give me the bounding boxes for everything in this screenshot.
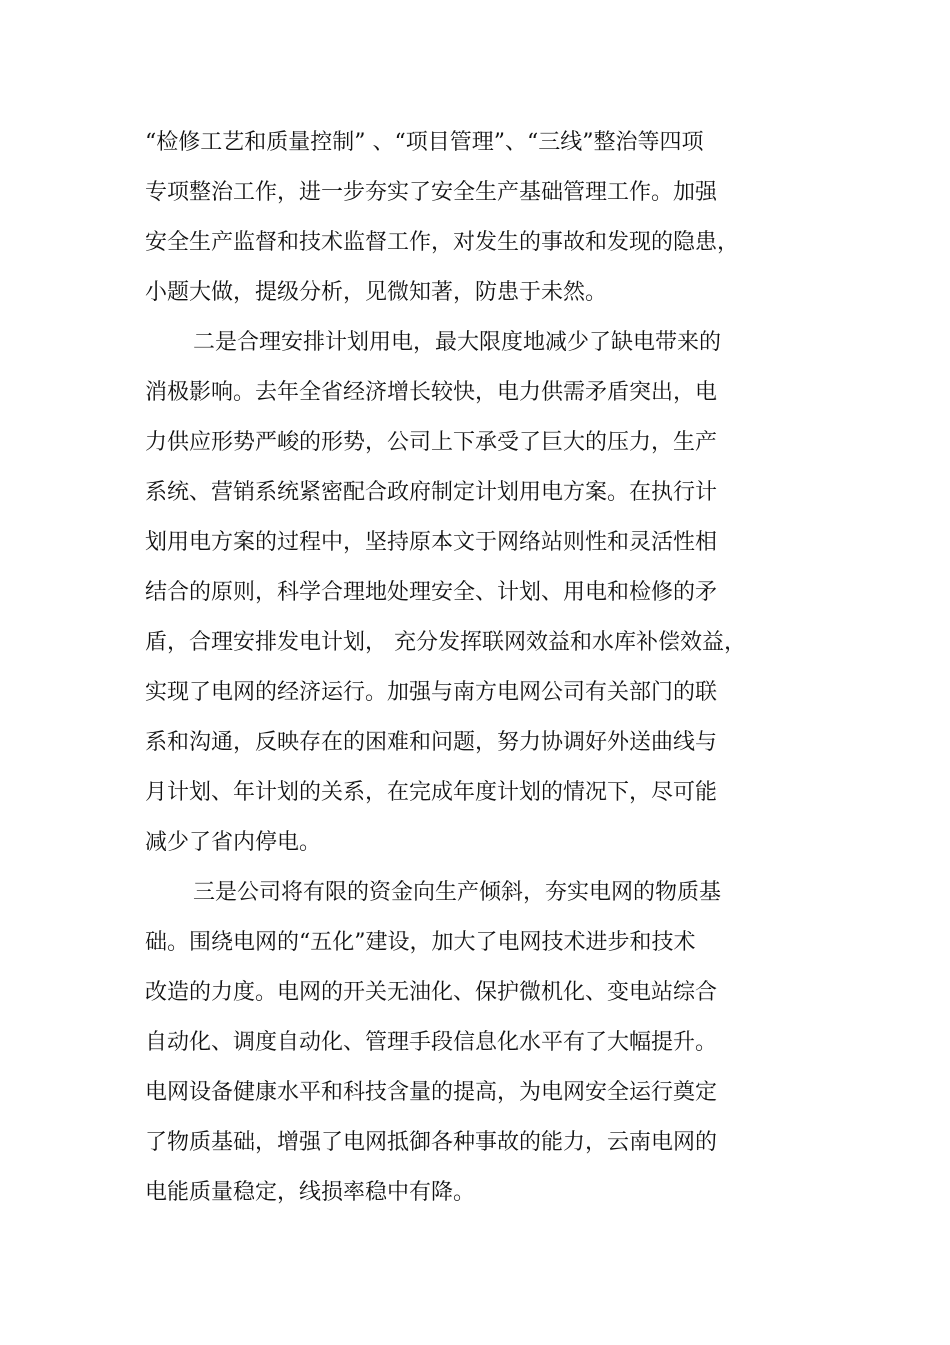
text-line: 划用电方案的过程中，坚持原本文于网络站则性和灵活性相 <box>145 530 718 555</box>
text-line: 电能质量稳定，线损率稳中有降。 <box>145 1180 476 1205</box>
paragraph-start-line: 三是公司将有限的资金向生产倾斜，夯实电网的物质基 <box>193 880 722 905</box>
text-line: 力供应形势严峻的形势，公司上下承受了巨大的压力，生产 <box>145 430 718 455</box>
text-line: 了物质基础，增强了电网抵御各种事故的能力，云南电网的 <box>145 1130 718 1155</box>
paragraph-start-line: 二是合理安排计划用电，最大限度地减少了缺电带来的 <box>193 330 722 355</box>
text-line: 电网设备健康水平和科技含量的提高，为电网安全运行奠定 <box>145 1080 718 1105</box>
text-line: 系统、营销系统紧密配合政府制定计划用电方案。在执行计 <box>145 480 718 505</box>
text-line: 改造的力度。电网的开关无油化、保护微机化、变电站综合 <box>145 980 718 1005</box>
text-line: 系和沟通，反映存在的困难和问题，努力协调好外送曲线与 <box>145 730 718 755</box>
text-line: 小题大做，提级分析，见微知著，防患于未然。 <box>145 280 608 305</box>
text-line: “检修工艺和质量控制” 、“项目管理”、“三线”整治等四项 <box>145 130 704 155</box>
text-line: 础。围绕电网的“五化”建设，加大了电网技术进步和技术 <box>145 930 696 955</box>
text-line: 安全生产监督和技术监督工作，对发生的事故和发现的隐患， <box>145 230 740 255</box>
text-line: 月计划、年计划的关系，在完成年度计划的情况下，尽可能 <box>145 780 718 805</box>
text-line: 结合的原则，科学合理地处理安全、计划、用电和检修的矛 <box>145 580 718 605</box>
body-text <box>145 118 805 1218</box>
text-line: 盾，合理安排发电计划， 充分发挥联网效益和水库补偿效益， <box>145 630 746 655</box>
text-line: 消极影响。去年全省经济增长较快，电力供需矛盾突出，电 <box>145 380 718 405</box>
text-line: 自动化、调度自动化、管理手段信息化水平有了大幅提升。 <box>145 1030 718 1055</box>
text-line: 专项整治工作，进一步夯实了安全生产基础管理工作。加强 <box>145 180 718 205</box>
text-line: 减少了省内停电。 <box>145 830 322 855</box>
text-line: 实现了电网的经济运行。加强与南方电网公司有关部门的联 <box>145 680 718 705</box>
